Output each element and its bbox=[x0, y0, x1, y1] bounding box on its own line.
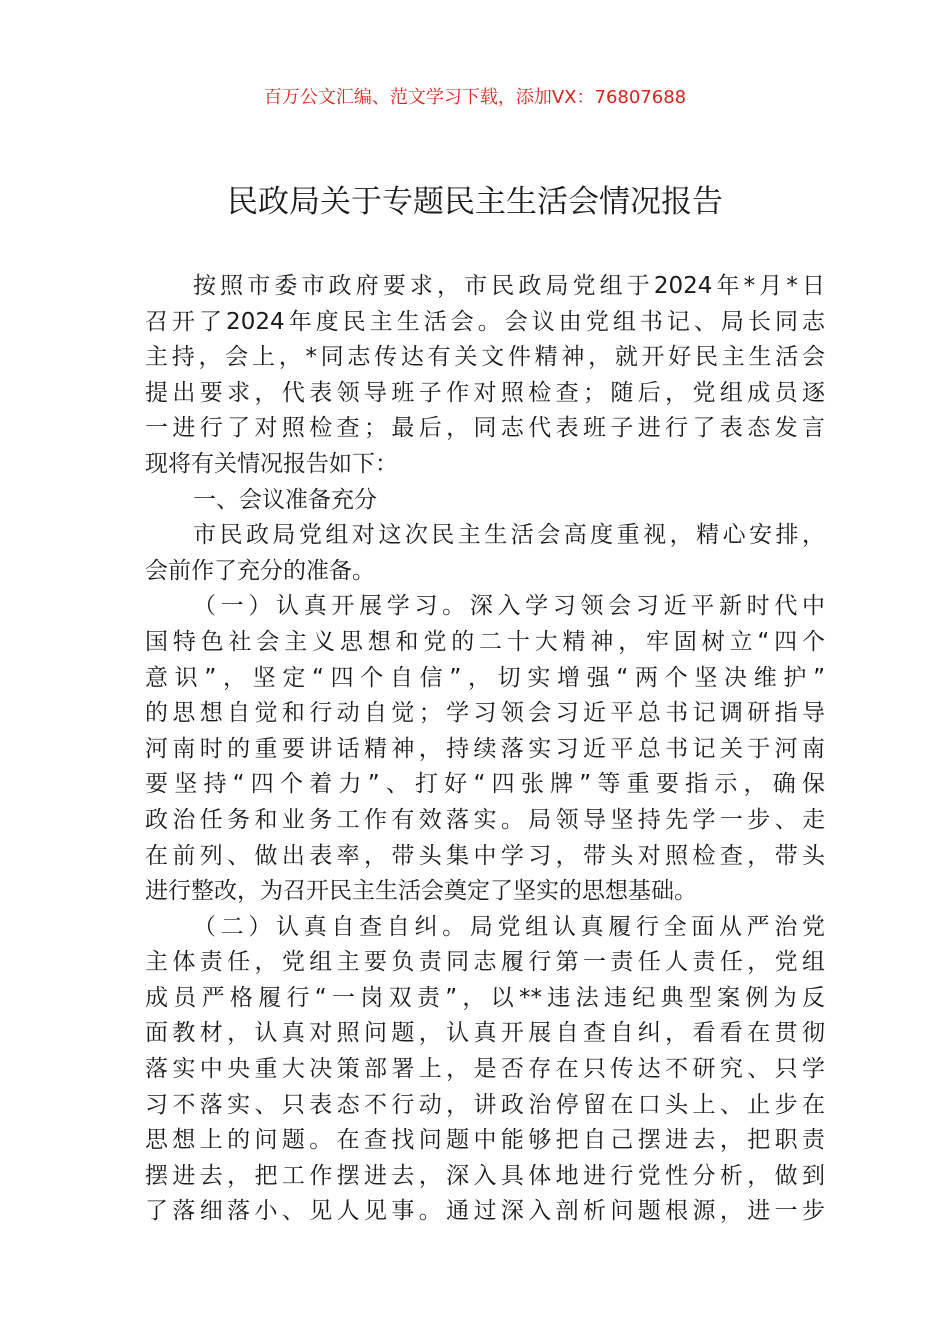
text-line: 主持，会上，*同志传达有关文件精神，就开好民主生活会 bbox=[145, 344, 825, 371]
document-title: 民政局关于专题民主生活会情况报告 bbox=[227, 184, 723, 220]
text-line: 一进行了对照检查；最后，同志代表班子进行了表态发言 bbox=[145, 415, 825, 442]
text-line: 河南时的重要讲话精神，持续落实习近平总书记关于河南 bbox=[145, 735, 825, 762]
text-line: 落实中央重大决策部署上，是否存在只传达不研究、只学 bbox=[145, 1056, 825, 1083]
text-line: 在前列、做出表率，带头集中学习，带头对照检查，带头 bbox=[145, 842, 825, 869]
text-line: （二）认真自查自纠。局党组认真履行全面从严治党 bbox=[193, 913, 825, 940]
text-line: 市民政局党组对这次民主生活会高度重视，精心安排， bbox=[193, 522, 825, 549]
body-text bbox=[145, 269, 825, 1230]
text-line: 要坚持“四个着力”、打好“四张牌”等重要指示，确保 bbox=[145, 771, 825, 798]
text-line: 摆进去，把工作摆进去，深入具体地进行党性分析，做到 bbox=[145, 1162, 825, 1189]
text-line: 主体责任，党组主要负责同志履行第一责任人责任，党组 bbox=[145, 949, 825, 976]
text-line: 面教材，认真对照问题，认真开展自查自纠，看看在贯彻 bbox=[145, 1020, 825, 1047]
text-line: 成员严格履行“一岗双责”，以**违法违纪典型案例为反 bbox=[145, 984, 825, 1011]
text-line: 召开了2024年度民主生活会。会议由党组书记、局长同志 bbox=[145, 308, 825, 335]
text-line: （一）认真开展学习。深入学习领会习近平新时代中 bbox=[193, 593, 825, 620]
text-line: 进行整改，为召开民主生活会奠定了坚实的思想基础。 bbox=[145, 878, 697, 905]
text-line: 国特色社会主义思想和党的二十大精神，牢固树立“四个 bbox=[145, 628, 825, 655]
text-line: 政治任务和业务工作有效落实。局领导坚持先学一步、走 bbox=[145, 806, 825, 833]
text-line: 现将有关情况报告如下： bbox=[145, 450, 398, 477]
header-note: 百万公文汇编、范文学习下载，添加VX：76807688 bbox=[263, 87, 687, 108]
text-line: 了落细落小、见人见事。通过深入剖析问题根源，进一步 bbox=[145, 1198, 825, 1225]
text-line: 会前作了充分的准备。 bbox=[145, 557, 375, 584]
text-line: 一、会议准备充分 bbox=[193, 486, 377, 513]
text-line: 的思想自觉和行动自觉；学习领会习近平总书记调研指导 bbox=[145, 700, 825, 727]
text-line: 意识”，坚定“四个自信”，切实增强“两个坚决维护” bbox=[145, 664, 825, 691]
text-line: 习不落实、只表态不行动，讲政治停留在口头上、止步在 bbox=[145, 1091, 825, 1118]
text-line: 思想上的问题。在查找问题中能够把自己摆进去，把职责 bbox=[145, 1127, 825, 1154]
text-line: 按照市委市政府要求，市民政局党组于2024年*月*日 bbox=[193, 273, 825, 299]
text-line: 提出要求，代表领导班子作对照检查；随后，党组成员逐 bbox=[145, 379, 825, 406]
